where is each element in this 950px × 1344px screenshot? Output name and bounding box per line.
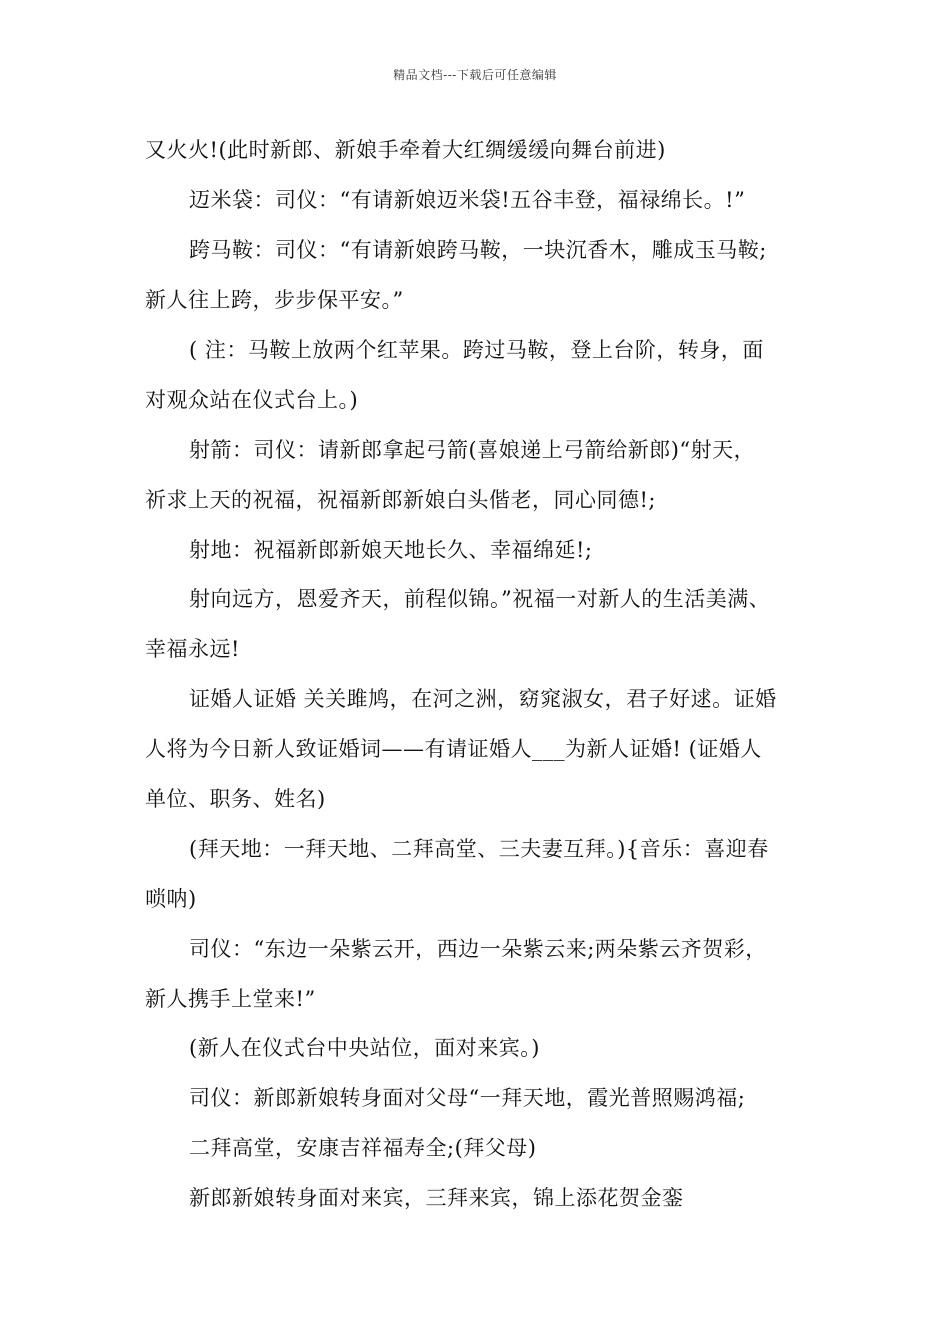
text-line: 又火火!(此时新郎、新娘手牵着大红绸缓缓向舞台前进) [145, 138, 666, 162]
text-line: 新郎新娘转身面对来宾，三拜来宾，锦上添花贺金銮 [189, 1186, 684, 1210]
text-line: 司仪：“东边一朵紫云开，西边一朵紫云来;两朵紫云齐贺彩， [189, 937, 767, 961]
page-header: 精品文档---下载后可任意编辑 [393, 68, 557, 82]
text-line: 对观众站在仪式台上。) [145, 388, 359, 412]
text-line: 迈米袋：司仪：“有请新娘迈米袋!五谷丰登，福禄绵长。!” [189, 188, 746, 212]
text-line: 司仪：新郎新娘转身面对父母“一拜天地，霞光普照赐鸿福; [189, 1086, 746, 1110]
text-line: 跨马鞍：司仪：“有请新娘跨马鞍，一块沉香木，雕成玉马鞍; [189, 238, 767, 262]
text-line: 新人携手上堂来!” [145, 987, 316, 1011]
text-line: 单位、职务、姓名) [145, 787, 326, 811]
text-line: 证婚人证婚 关关雎鸠，在河之洲，窈窕淑女，君子好逑。证婚 [189, 687, 777, 711]
text-line: (拜天地：一拜天地、二拜高堂、三夫妻互拜。){音乐：喜迎春 [189, 837, 769, 861]
text-line: ( 注：马鞍上放两个红苹果。跨过马鞍，登上台阶，转身，面 [189, 338, 764, 362]
text-line: 幸福永远! [145, 637, 240, 661]
text-line: 人将为今日新人致证婚词——有请证婚人___为新人证婚! (证婚人 [145, 737, 762, 761]
text-line: 祈求上天的祝福，祝福新郎新娘白头偕老，同心同德!; [145, 488, 657, 512]
text-line: 射箭：司仪：请新郎拿起弓箭(喜娘递上弓箭给新郎)“射天， [189, 438, 756, 462]
text-line: 射向远方，恩爱齐天，前程似锦。”祝福一对新人的生活美满、 [189, 587, 771, 611]
text-line: 新人往上跨，步步保平安。” [145, 288, 404, 312]
text-line: 唢呐) [145, 887, 197, 911]
text-line: (新人在仪式台中央站位，面对来宾。) [189, 1036, 540, 1060]
text-line: 二拜高堂，安康吉祥福寿全;(拜父母) [189, 1136, 537, 1160]
text-line: 射地：祝福新郎新娘天地长久、幸福绵延!; [189, 538, 593, 562]
